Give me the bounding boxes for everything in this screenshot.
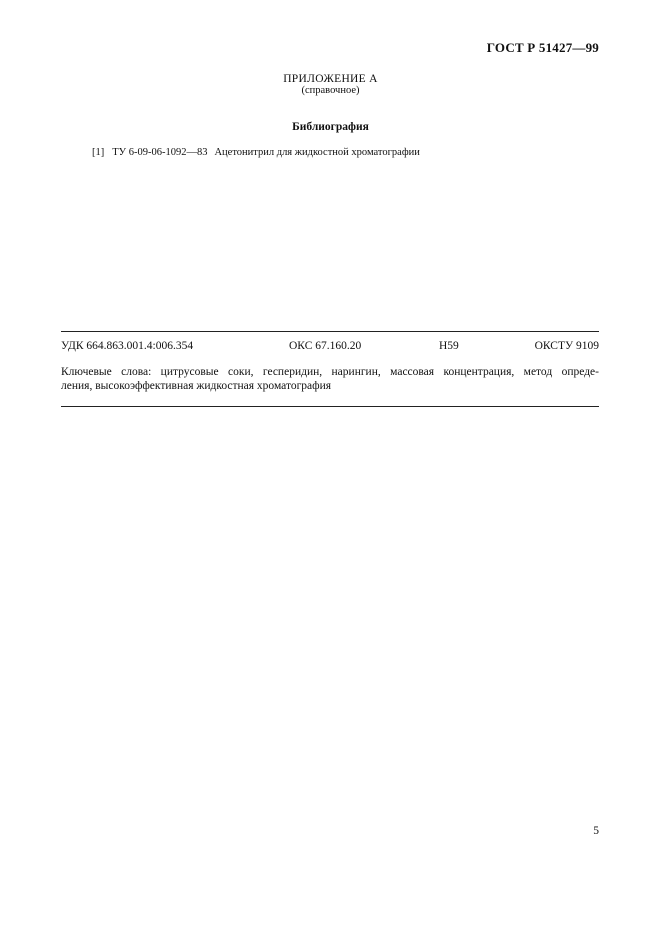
divider-bottom <box>61 406 599 407</box>
bibliography-title: Библиография <box>292 121 369 133</box>
divider-top <box>61 331 599 332</box>
bibliography-entry-number: [1] <box>92 147 105 158</box>
bibliography-entry-code: ТУ 6-09-06-1092—83 <box>112 147 208 158</box>
keywords-line-2: ления, высокоэффективная жидкостная хроматография <box>61 380 332 392</box>
standard-id-header: ГОСТ Р 51427—99 <box>486 40 599 55</box>
okstu-code: ОКСТУ 9109 <box>534 340 599 352</box>
bibliography-entry-text: Ацетонитрил для жидкостной хроматографии <box>214 147 420 158</box>
classification-row <box>61 340 599 356</box>
bibliography-entry <box>92 147 420 158</box>
oks-code: ОКС 67.160.20 <box>289 340 362 352</box>
keywords-block <box>61 365 599 393</box>
keywords-line-1: Ключевые слова: цитрусовые соки, гесперидин, нарингин, массовая концентрация, метод опреде- <box>61 366 599 378</box>
page-number: 5 <box>593 825 599 837</box>
group-code: Н59 <box>439 340 459 352</box>
appendix-subtitle: (справочное) <box>301 85 360 96</box>
appendix-title: ПРИЛОЖЕНИЕ А <box>283 73 378 85</box>
udk-code: УДК 664.863.001.4:006.354 <box>61 340 194 352</box>
